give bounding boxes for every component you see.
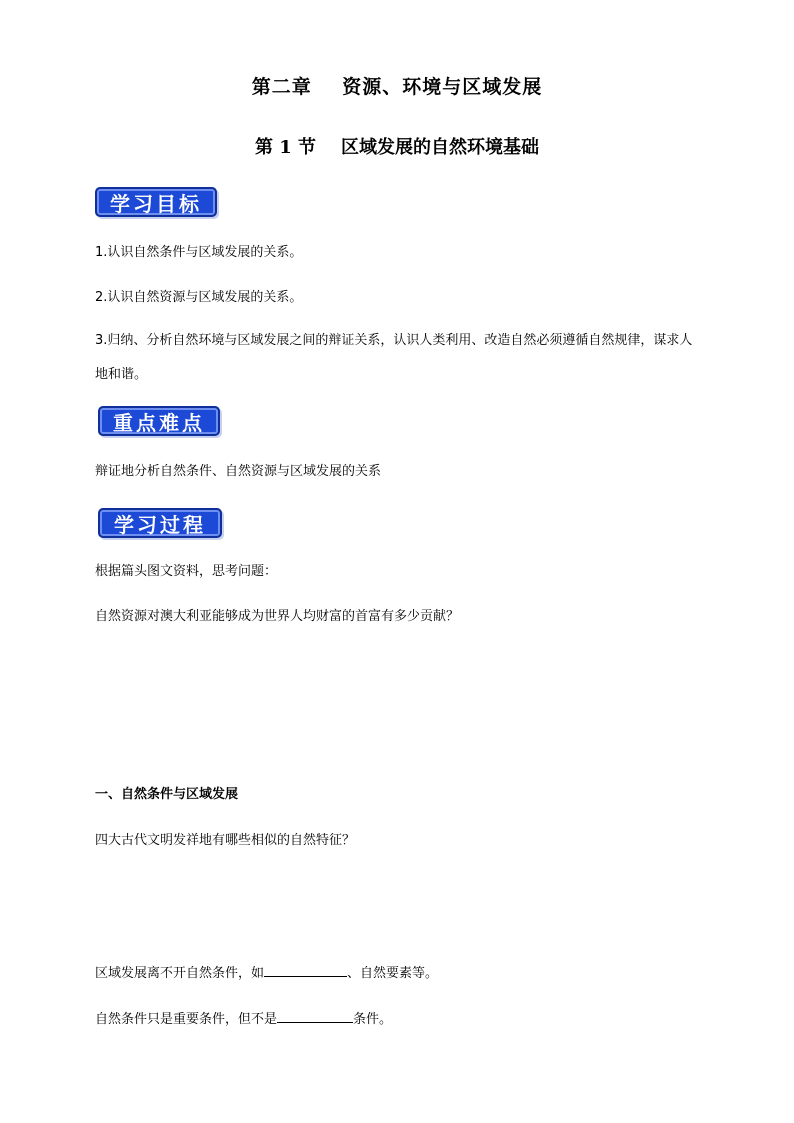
chapter-title: 第二章 资源、环境与区域发展 — [251, 76, 543, 98]
section-title: 第 1 节 区域发展的自然环境基础 — [254, 137, 540, 158]
process-intro: 根据篇头图文资料，思考问题： — [95, 564, 278, 579]
answer-blank[interactable] — [277, 1008, 353, 1023]
heading-natural-conditions: 一、自然条件与区域发展 — [95, 787, 239, 802]
fill-text: 自然条件只是重要条件，但不是 — [95, 1012, 278, 1027]
fill-in-sentence-2 — [95, 1008, 392, 1030]
fill-text: 条件。 — [353, 1012, 393, 1027]
objectives-badge: 学习目标 — [95, 187, 217, 217]
objective-item: 1.认识自然条件与区域发展的关系。 — [95, 245, 303, 260]
fill-text: 、自然要素等。 — [347, 966, 439, 981]
fill-text: 区域发展离不开自然条件，如 — [95, 966, 265, 981]
answer-blank[interactable] — [264, 962, 347, 977]
key-points-text: 辩证地分析自然条件、自然资源与区域发展的关系 — [95, 464, 382, 479]
objective-item: 2.认识自然资源与区域发展的关系。 — [95, 290, 303, 305]
question-1: 自然资源对澳大利亚能够成为世界人均财富的首富有多少贡献？ — [95, 609, 460, 624]
fill-in-sentence-1 — [95, 962, 438, 984]
process-badge: 学习过程 — [98, 508, 222, 538]
question-2: 四大古代文明发祥地有哪些相似的自然特征？ — [95, 833, 356, 848]
key-points-badge: 重点难点 — [98, 406, 220, 436]
objective-item: 3.归纳、分析自然环境与区域发展之间的辩证关系，认识人类利用、改造自然必须遵循自然规律，谋求人地和谐。 — [95, 333, 693, 382]
